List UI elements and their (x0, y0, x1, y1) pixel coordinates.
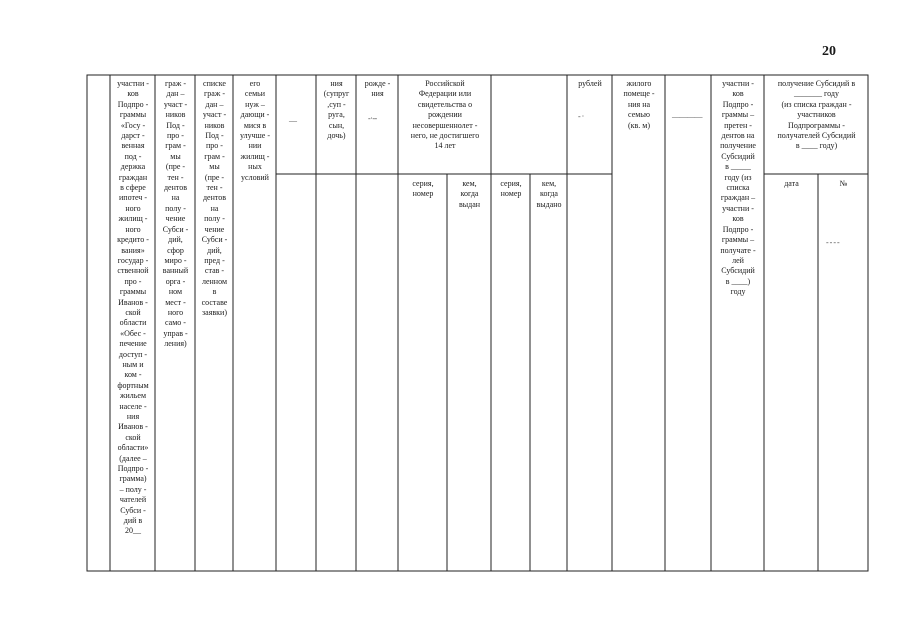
header-birth-certificate: Российской Федерации или свидетельства о рождении несовершеннолет - него, не достигшего 14 лет (410, 79, 480, 151)
header-participants-subprogram: участни - ков Подпро - граммы «Госу - дарст - венная под - держка граждан в сфере ипотеч - ного жилищ - ного кредито - вания» государ - ственной про - граммы Иванов - ской области «Обес - печение доступ - ным и ком - фортным жильем населе - ния Иванов - ской области» (далее – Подпро - грамма) – полу - чателей Субси - дий в 20__ (117, 79, 149, 536)
header-rubles: рублей (578, 79, 602, 88)
header-citizens-participants: граж - дан – участ - ников Под - про - грам - мы (пре - тен - дентов на полу - чение Субси - дий, сфор миро - ванный орга - ном мест - ного само - управ - ления) (162, 79, 189, 349)
header-participants-applicants: участни - ков Подпро - граммы – претен - дентов на получение Субсидий в _____ году (из списка граждан – участни - ков Подпро - граммы – получате - лей Субсидий в ____) году (720, 79, 756, 297)
header-subsidy-receipt: получение Субсидий в _______ году (из списка граждан - участников Подпрограммы - получателей Субсидий в ____ году) (777, 79, 856, 151)
subheader-date: дата (784, 179, 799, 188)
header-relation: ния (супруг ,суп - руга, сын, дочь) (323, 79, 350, 141)
subheader-issued-by-2: кем, когда выдано (536, 179, 562, 209)
subheader-series-number-2: серия, номер (500, 179, 522, 199)
header-dash-1: — (289, 116, 297, 125)
header-dash-3: - · (578, 112, 584, 121)
subheader-series-number-1: серия, номер (412, 179, 434, 199)
page-number: 20 (822, 44, 836, 59)
subheader-dash-5: - - - - (826, 238, 840, 247)
header-birth: рожде - ния (364, 79, 391, 99)
header-dash-2: -·-- (368, 114, 377, 123)
header-family-needing-housing: его семьи нуж – дающи - мися в улучше - нии жилищ - ных условий (239, 79, 271, 182)
subheader-issued-by-1: кем, когда выдан (458, 179, 481, 209)
header-dash-4: ———— (672, 112, 702, 121)
header-list-citizens: списке граж - дан – участ - ников Под - про - грам - мы (пре - тен - дентов на полу - чение Субси - дий, пред - став - ленном в составе заявки) (201, 79, 228, 317)
header-living-space: жилого помеще - ния на семью (кв. м) (623, 79, 655, 130)
subheader-number: № (839, 179, 848, 188)
